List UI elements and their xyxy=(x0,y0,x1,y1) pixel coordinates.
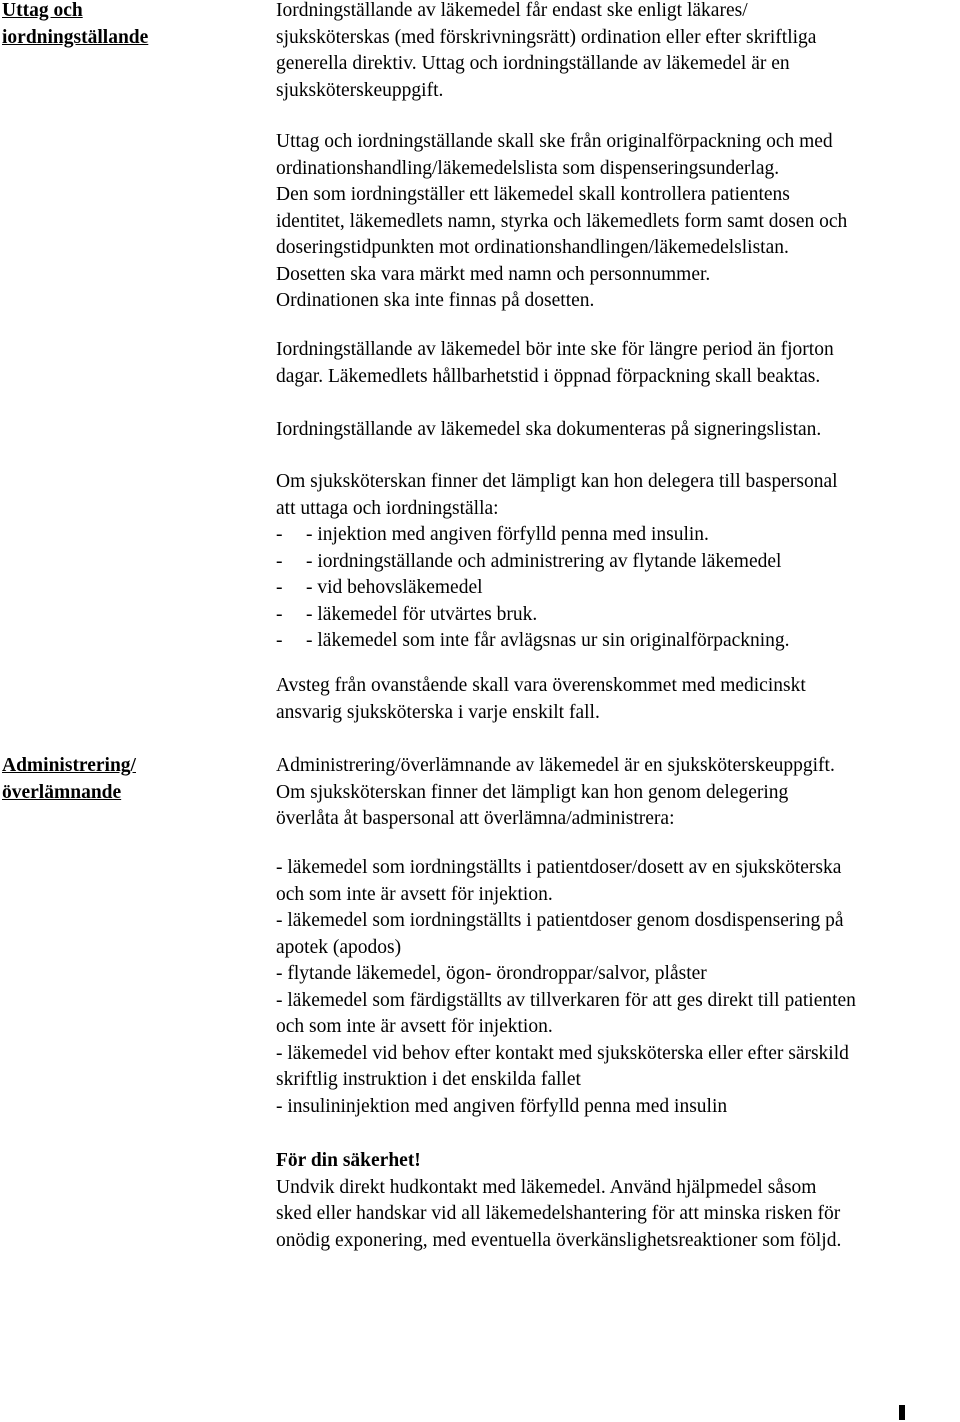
text-line: Ordinationen ska inte finnas på dosetten. xyxy=(276,290,595,311)
list-item xyxy=(276,628,960,655)
text-line: Dosetten ska vara märkt med namn och personnummer. xyxy=(276,263,711,285)
text-line: skriftlig instruktion i det enskilda fallet xyxy=(276,1069,581,1090)
text-line: Avsteg från ovanstående skall vara överenskommet med medicinskt xyxy=(276,675,806,696)
text-line: Administrering/överlämnande av läkemedel är en sjuksköterskeuppgift. xyxy=(276,755,835,776)
text-line: - läkemedel vid behov efter kontakt med sjuksköterska eller efter särskild xyxy=(276,1042,849,1064)
text-line: - flytande läkemedel, ögon- örondroppar/salvor, plåster xyxy=(276,963,707,984)
text-line: apotek (apodos) xyxy=(276,936,402,958)
section-heading-administrering xyxy=(2,753,232,806)
text-line: - läkemedel som iordningställts i patientdoser/dosett av en sjuksköterska xyxy=(276,857,842,878)
paragraph-originalforpackning xyxy=(276,129,960,315)
text-line: dagar. Läkemedlets hållbarhetstid i öppnad förpackning skall beaktas. xyxy=(276,365,821,387)
text-line: Iordningställande av läkemedel ska dokumenteras på signeringslistan. xyxy=(276,419,822,440)
paragraph-ordination xyxy=(276,0,960,104)
text-line: Iordningställande av läkemedel får endast ske enligt läkares/ xyxy=(276,0,748,21)
text-line: Undvik direkt hudkontakt med läkemedel. Använd hjälpmedel såsom xyxy=(276,1176,817,1198)
text-line: ansvarig sjuksköterska i varje enskilt fall. xyxy=(276,701,600,723)
paragraph-administrering xyxy=(276,753,960,833)
text-line: och som inte är avsett för injektion. xyxy=(276,1016,553,1037)
text-line: ordinationshandling/läkemedelslista som dispenseringsunderlag. xyxy=(276,157,780,179)
safety-title: För din säkerhet! xyxy=(276,1150,421,1171)
text-line: sjuksköterskeuppgift. xyxy=(276,79,444,101)
text-line: generella direktiv. Uttag och iordningställande av läkemedel är en xyxy=(276,53,790,74)
paragraph-fjorton-dagar xyxy=(276,337,960,390)
list-item-text: - vid behovsläkemedel xyxy=(306,577,483,598)
heading-line: överlämnande xyxy=(2,781,122,803)
text-line: Om sjuksköterskan finner det lämpligt kan hon genom delegering xyxy=(276,781,789,803)
list-dash: - xyxy=(276,524,283,545)
list-dash: - xyxy=(276,550,283,572)
list-item xyxy=(276,961,960,988)
paragraph-avsteg xyxy=(276,673,960,726)
text-line: onödig exponering, med eventuella överkänslighetsreaktioner som följd. xyxy=(276,1229,842,1251)
text-line: Uttag och iordningställande skall ske från originalförpackning och med xyxy=(276,131,833,152)
text-line: Iordningställande av läkemedel bör inte ske för längre period än fjorton xyxy=(276,339,834,360)
heading-line: Uttag och xyxy=(2,0,83,21)
text-line: Den som iordningställer ett läkemedel skall kontrollera patientens xyxy=(276,184,790,205)
list-item-text: - injektion med angiven förfylld penna med insulin. xyxy=(306,524,709,545)
section-heading-uttag xyxy=(2,0,232,51)
safety-note xyxy=(276,1148,960,1254)
heading-line: Administrering/ xyxy=(2,755,136,776)
list-dash: - xyxy=(276,630,283,651)
text-line: sjuksköterskas (med förskrivningsrätt) ordination eller efter skriftliga xyxy=(276,26,817,48)
text-line: sked eller handskar vid all läkemedelshantering för att minska risken för xyxy=(276,1203,841,1224)
list-item xyxy=(276,855,960,908)
list-item xyxy=(276,988,960,1041)
list-item xyxy=(276,602,960,629)
text-line: Om sjuksköterskan finner det lämpligt kan hon delegera till baspersonal xyxy=(276,471,838,492)
list-item xyxy=(276,575,960,602)
list-item xyxy=(276,522,960,549)
heading-line: iordningställande xyxy=(2,26,149,48)
text-line: identitet, läkemedlets namn, styrka och läkemedlets form samt dosen och xyxy=(276,210,848,232)
text-line: och som inte är avsett för injektion. xyxy=(276,883,553,905)
page-marker xyxy=(899,1405,905,1420)
text-line: - läkemedel som färdigställts av tillverkaren för att ges direkt till patienten xyxy=(276,989,856,1011)
text-line: överlåta åt baspersonal att överlämna/administrera: xyxy=(276,808,675,829)
text-line: - läkemedel som iordningställts i patientdoser genom dosdispensering på xyxy=(276,910,844,931)
paragraph-signeringslista xyxy=(276,417,960,444)
list-item xyxy=(276,1041,960,1094)
text-line: - insulininjektion med angiven förfylld penna med insulin xyxy=(276,1095,728,1117)
list-dash: - xyxy=(276,603,283,625)
paragraph-delegera xyxy=(276,469,960,655)
list-item xyxy=(276,908,960,961)
list-item xyxy=(276,549,960,576)
list-dash: - xyxy=(276,577,283,598)
administration-list xyxy=(276,855,960,1120)
text-line: att uttaga och iordningställa: xyxy=(276,497,499,519)
list-item-text: - iordningställande och administrering av flytande läkemedel xyxy=(306,550,782,572)
list-item xyxy=(276,1094,960,1121)
text-line: doseringstidpunkten mot ordinationshandlingen/läkemedelslistan. xyxy=(276,237,789,258)
list-item-text: - läkemedel för utvärtes bruk. xyxy=(306,603,538,625)
list-item-text: - läkemedel som inte får avlägsnas ur sin originalförpackning. xyxy=(306,630,790,651)
